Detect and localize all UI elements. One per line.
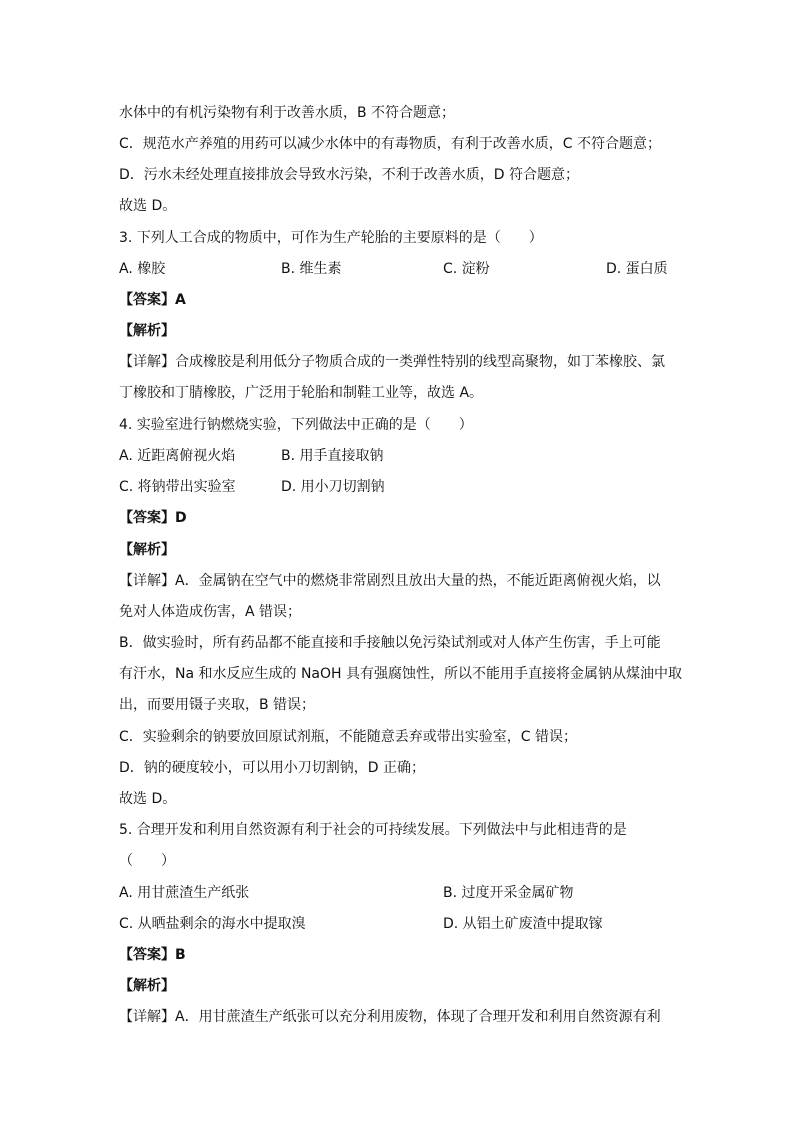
- q4-analysis-label: 【解析】: [119, 542, 175, 558]
- q4-option-c: C. 将钠带出实验室: [119, 479, 236, 495]
- text-line: 故选 D。: [119, 198, 177, 214]
- q5-option-b: B. 过度开采金属矿物: [443, 885, 574, 901]
- q3-option-b: B. 维生素: [281, 261, 342, 277]
- q4-detail-line: 【详解】A．金属钠在空气中的燃烧非常剧烈且放出大量的热，不能近距离俯视火焰，以: [119, 573, 661, 589]
- q3-option-d: D. 蛋白质: [606, 261, 668, 277]
- q4-option-d: D. 用小刀切割钠: [281, 479, 385, 495]
- question-3-stem: 3. 下列人工合成的物质中，可作为生产轮胎的主要原料的是（ ）: [119, 230, 543, 246]
- q4-option-a: A. 近距离俯视火焰: [119, 448, 236, 464]
- q3-analysis-label: 【解析】: [119, 323, 175, 339]
- q4-detail-line: 免对人体造成伤害，A 错误；: [119, 604, 302, 620]
- q4-detail-line: 出，而要用镊子夹取，B 错误；: [119, 697, 316, 713]
- q4-detail-line: B．做实验时，所有药品都不能直接和手接触以免污染试剂或对人体产生伤害，手上可能: [119, 635, 661, 651]
- q4-detail-line: 有汗水，Na 和水反应生成的 NaOH 具有强腐蚀性，所以不能用手直接将金属钠从煤油中取: [119, 666, 682, 682]
- q5-detail-line: 【详解】A．用甘蔗渣生产纸张可以充分利用废物，体现了合理开发和利用自然资源有利: [119, 1009, 661, 1025]
- text-line: D．污水未经处理直接排放会导致水污染，不利于改善水质，D 符合题意；: [119, 167, 580, 183]
- text-line: C．规范水产养殖的用药可以减少水体中的有毒物质，有利于改善水质，C 不符合题意；: [119, 136, 661, 152]
- q5-option-c: C. 从晒盐剩余的海水中提取溴: [119, 916, 306, 932]
- question-5-stem-blank: （ ）: [119, 853, 175, 869]
- q4-detail-line: 故选 D。: [119, 791, 177, 807]
- q3-detail-line: 丁橡胶和丁腈橡胶，广泛用于轮胎和制鞋工业等，故选 A。: [119, 385, 484, 401]
- q4-option-b: B. 用手直接取钠: [281, 448, 384, 464]
- q5-analysis-label: 【解析】: [119, 978, 175, 994]
- q5-option-d: D. 从铝土矿废渣中提取镓: [443, 916, 603, 932]
- q4-detail-line: C．实验剩余的钠要放回原试剂瓶，不能随意丢弃或带出实验室，C 错误；: [119, 729, 577, 745]
- text-line: 水体中的有机污染物有利于改善水质，B 不符合题意；: [119, 105, 456, 121]
- q4-answer: 【答案】D: [119, 510, 187, 526]
- q3-option-c: C. 淀粉: [443, 261, 490, 277]
- q4-detail-line: D．钠的硬度较小，可以用小刀切割钠，D 正确；: [119, 760, 426, 776]
- question-4-stem: 4. 实验室进行钠燃烧实验，下列做法中正确的是（ ）: [119, 417, 473, 433]
- q3-answer: 【答案】A: [119, 292, 186, 308]
- q3-option-a: A. 橡胶: [119, 261, 166, 277]
- q3-detail-line: 【详解】合成橡胶是利用低分子物质合成的一类弹性特别的线型高聚物，如丁苯橡胶、氯: [119, 354, 665, 370]
- question-5-stem: 5. 合理开发和利用自然资源有利于社会的可持续发展。下列做法中与此相违背的是: [119, 822, 627, 838]
- q5-answer: 【答案】B: [119, 947, 186, 963]
- q5-option-a: A. 用甘蔗渣生产纸张: [119, 885, 250, 901]
